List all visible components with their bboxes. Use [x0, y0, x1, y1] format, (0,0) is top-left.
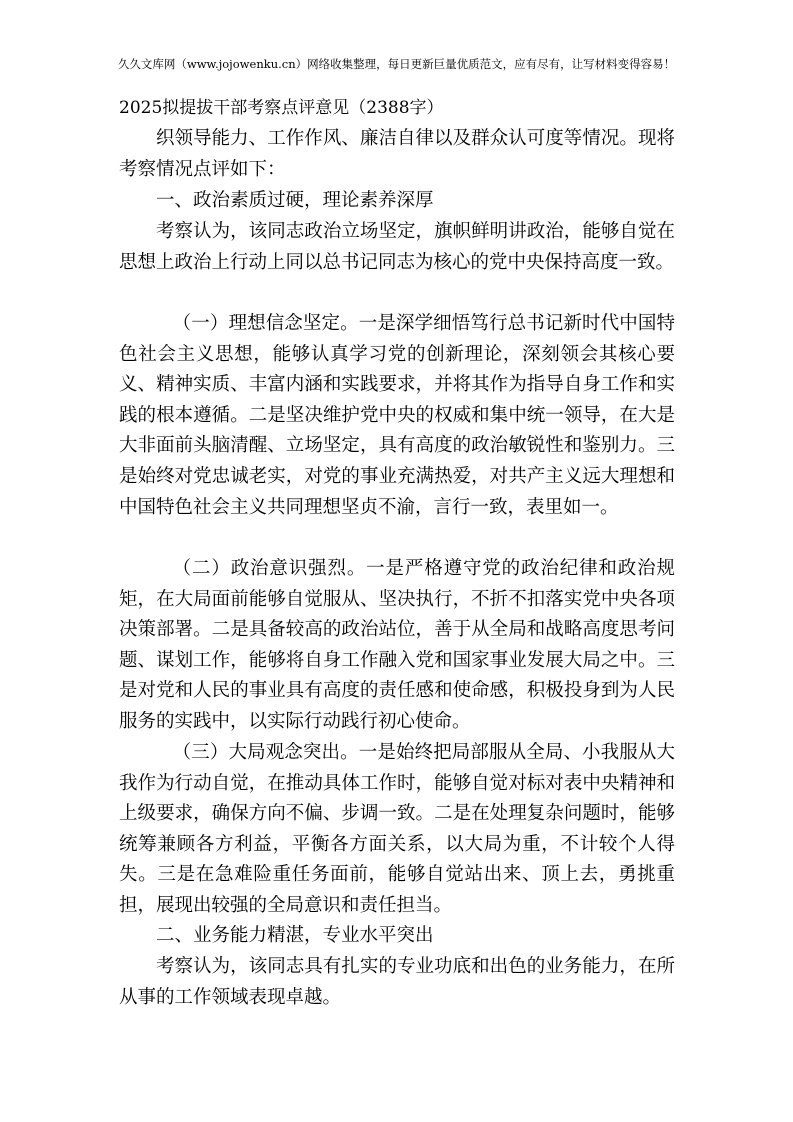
- document-title: 2025拟提拔干部考察点评意见（2388字）: [119, 98, 444, 118]
- section-2-heading: 二、业务能力精湛，专业水平突出: [156, 925, 434, 946]
- page-header: 久久文库网（www.jojowenku.cn）网络收集整理，每日更新巨量优质范文，应有尽有，让写材料变得容易！: [117, 57, 676, 71]
- item-3-paragraph: （三）大局观念突出。一是始终把局部服从全局、小我服从大我作为行动自觉，在推动具体工作时，能够自觉对标对表中央精神和上级要求，确保方向不偏、步调一致。二是在处理复杂问题时，能够统筹兼顾各方利益，平衡各方面关系，以大局为重，不计较个人得失。三是在急难险重任务面前，能够自觉站出来、顶上去，勇挑重担，展现出较强的全局意识和责任担当。: [119, 742, 675, 916]
- section-1-summary: 考察认为，该同志政治立场坚定，旗帜鲜明讲政治，能够自觉在思想上政治上行动上同以总书记同志为核心的党中央保持高度一致。: [119, 221, 675, 273]
- section-2-summary: 考察认为，该同志具有扎实的专业功底和出色的业务能力，在所从事的工作领域表现卓越。: [119, 956, 675, 1008]
- item-1-paragraph: （一）理想信念坚定。一是深学细悟笃行总书记新时代中国特色社会主义思想，能够认真学习党的创新理论，深刻领会其核心要义、精神实质、丰富内涵和实践要求，并将其作为指导自身工作和实践的根本遵循。二是坚决维护党中央的权威和集中统一领导，在大是大非面前头脑清醒、立场坚定，具有高度的政治敏锐性和鉴别力。三是始终对党忠诚老实，对党的事业充满热爱，对共产主义远大理想和中国特色社会主义共同理想坚贞不渝，言行一致，表里如一。: [119, 313, 675, 518]
- intro-paragraph: 织领导能力、工作作风、廉洁自律以及群众认可度等情况。现将考察情况点评如下：: [119, 128, 675, 180]
- section-1-heading: 一、政治素质过硬，理论素养深厚: [156, 190, 434, 211]
- item-2-paragraph: （二）政治意识强烈。一是严格遵守党的政治纪律和政治规矩，在大局面前能够自觉服从、坚决执行，不折不扣落实党中央各项决策部署。二是具备较高的政治站位，善于从全局和战略高度思考问题、谋划工作，能够将自身工作融入党和国家事业发展大局之中。三是对党和人民的事业具有高度的责任感和使命感，积极投身到为人民服务的实践中，以实际行动践行初心使命。: [119, 558, 675, 732]
